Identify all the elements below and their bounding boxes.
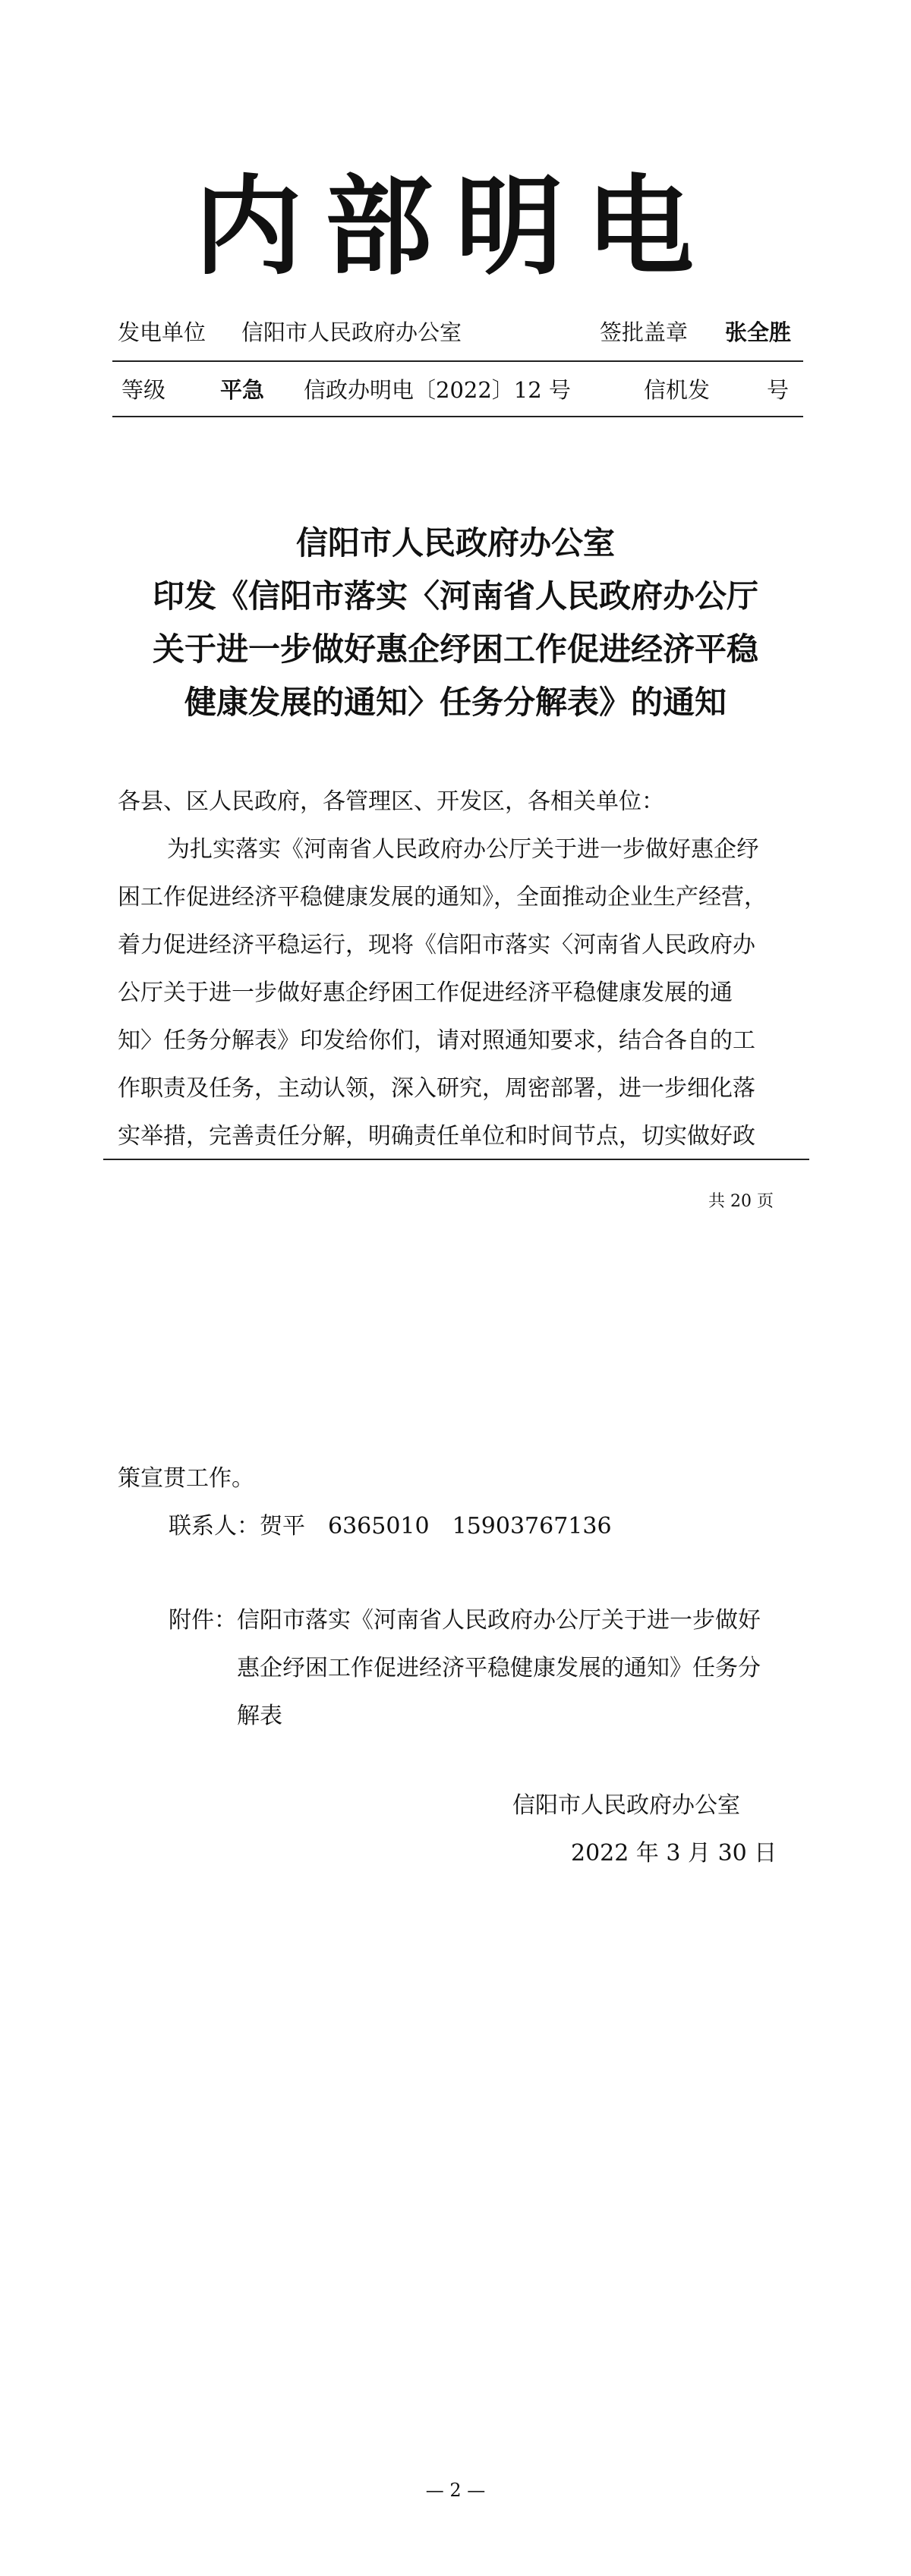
- signature-date: 2022 年 3 月 30 日: [571, 1840, 777, 1867]
- doc-number: 信政办明电〔2022〕12 号: [304, 377, 571, 403]
- doc-title-line-1: 信阳市人民政府办公室: [295, 524, 615, 561]
- attachment-line: 惠企纾困工作促进经济平稳健康发展的通知》任务分: [237, 1655, 761, 1681]
- paragraph-line: 实举措，完善责任分解，明确责任单位和时间节点，切实做好政: [118, 1123, 755, 1150]
- sender-label: 发电单位: [118, 319, 206, 345]
- channel-label: 信机发: [644, 377, 711, 403]
- page-number: — 2 —: [425, 2480, 486, 2501]
- paragraph-line: 公厅关于进一步做好惠企纾困工作促进经济平稳健康发展的通: [118, 980, 733, 1006]
- doc-title-line-4: 健康发展的通知〉任务分解表》的通知: [184, 684, 727, 721]
- attachment-label: 附件：: [169, 1607, 237, 1634]
- signer-label: 签批盖章: [600, 319, 689, 345]
- paragraph-line: 知〉任务分解表》印发给你们，请对照通知要求，结合各自的工: [118, 1027, 755, 1054]
- page-break-divider: [103, 1159, 809, 1160]
- signature-org: 信阳市人民政府办公室: [512, 1792, 740, 1819]
- channel-number-label: 号: [767, 377, 790, 403]
- header-divider-top: [112, 360, 803, 362]
- grade-value: 平急: [220, 377, 265, 403]
- sender-value: 信阳市人民政府办公室: [241, 319, 462, 345]
- continuation-text: 策宣贯工作。: [118, 1465, 254, 1492]
- attachment-line: 信阳市落实《河南省人民政府办公厅关于进一步做好: [237, 1607, 761, 1634]
- grade-label: 等级: [121, 377, 166, 403]
- doc-title-line-2: 印发《信阳市落实〈河南省人民政府办公厅: [152, 577, 758, 615]
- contact-line: 联系人：贺平 6365010 15903767136: [169, 1513, 612, 1540]
- masthead-title: 内部明电: [194, 164, 717, 290]
- attachment-line: 解表: [237, 1703, 282, 1729]
- header-divider-bottom: [112, 416, 803, 417]
- signer-value: 张全胜: [725, 319, 792, 345]
- paragraph-line: 困工作促进经济平稳健康发展的通知》，全面推动企业生产经营，: [118, 884, 767, 911]
- doc-title-line-3: 关于进一步做好惠企纾困工作促进经济平稳: [152, 631, 758, 668]
- paragraph-line: 着力促进经济平稳运行，现将《信阳市落实〈河南省人民政府办: [118, 932, 755, 958]
- paragraph-line: 为扎实落实《河南省人民政府办公厅关于进一步做好惠企纾: [167, 836, 759, 863]
- paragraph-line: 作职责及任务，主动认领，深入研究，周密部署，进一步细化落: [118, 1075, 755, 1102]
- salutation: 各县、区人民政府，各管理区、开发区，各相关单位：: [118, 788, 664, 815]
- page-count: 共 20 页: [708, 1192, 774, 1211]
